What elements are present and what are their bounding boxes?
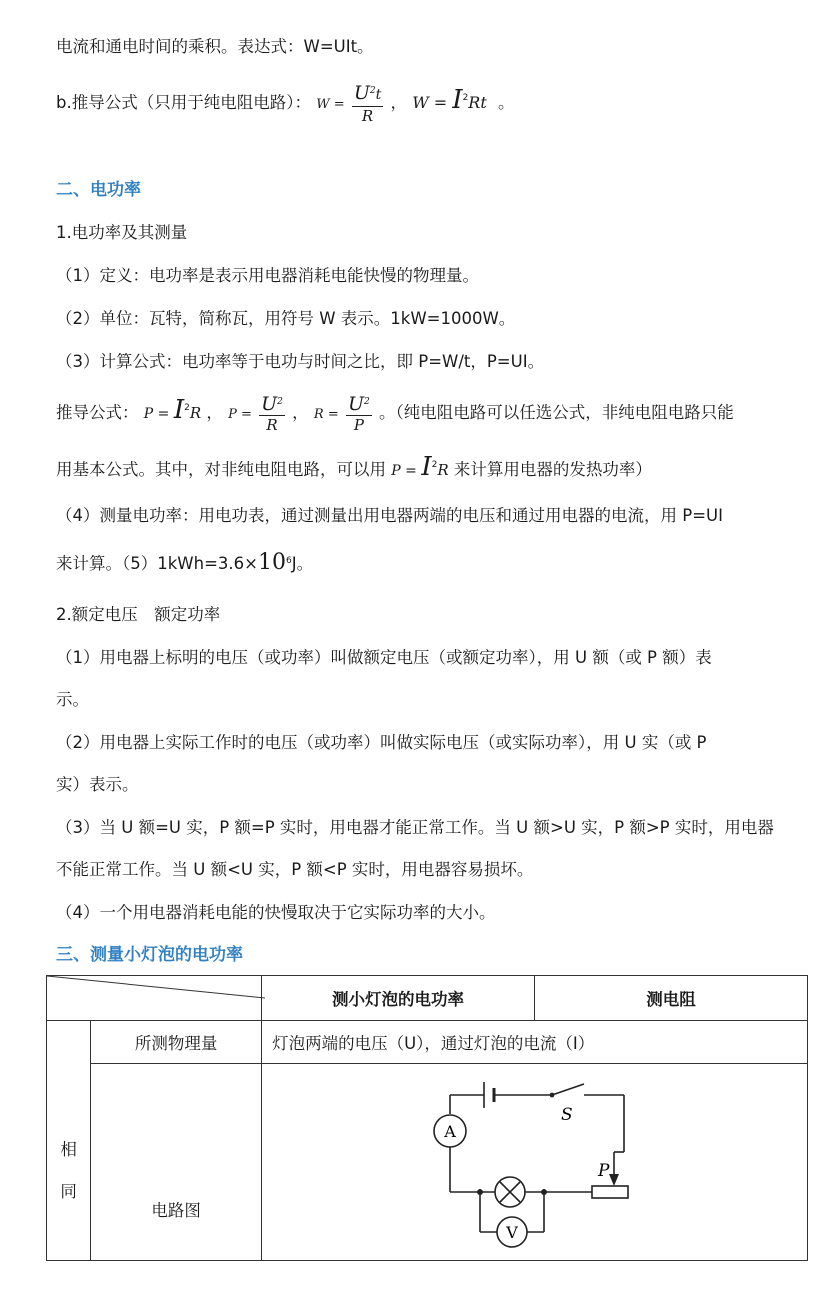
text-line-derived-energy xyxy=(56,80,515,124)
text-line-1: 电流和通电时间的乘积。表达式：W=UIt。 xyxy=(56,37,374,56)
frac-num-tail: t xyxy=(375,87,382,103)
paragraph-kwh xyxy=(56,548,313,579)
circuit-diagram-cell xyxy=(262,1064,808,1261)
frac-den: P xyxy=(353,416,364,434)
header-resistance: 测电阻 xyxy=(535,976,808,1021)
formula-r-u2-over-p xyxy=(346,393,372,434)
formula-r-lhs: R = xyxy=(313,407,339,422)
paragraph-rated-3b: 不能正常工作。当 U 额<U 实，P 额<P 实时，用电器容易损坏。 xyxy=(56,860,534,879)
frac-num-exp: 2 xyxy=(277,397,283,407)
heating-power-prefix: 用基本公式。其中，对非纯电阻电路，可以用 xyxy=(56,460,386,479)
formula-p2-lhs: P = xyxy=(228,407,252,422)
group-label-char-1: 相 xyxy=(60,1139,77,1159)
paragraph-rated-1a: （1）用电器上标明的电压（或功率）叫做额定电压（或额定功率），用 U 额（或 P 额）表 xyxy=(56,648,712,667)
heating-power-suffix: 来计算用电器的发热功率） xyxy=(453,460,652,479)
rheostat-label: P xyxy=(598,1161,610,1181)
paragraph-definition: （1）定义：电功率是表示用电器消耗电能快慢的物理量。 xyxy=(56,266,479,285)
formula-w2-base: I xyxy=(452,85,463,115)
paragraph-formula: （3）计算公式：电功率等于电功与时间之比，即 P=W/t，P=UI。 xyxy=(56,352,545,371)
formula-w-u2t-over-r xyxy=(352,82,383,125)
formula-heat-tail: R xyxy=(437,461,449,479)
voltmeter-label: V xyxy=(506,1223,518,1242)
frac-den: R xyxy=(361,107,374,125)
paragraph-rated-2a: （2）用电器上实际工作时的电压（或功率）叫做实际电压（或实际功率），用 U 实（或 P xyxy=(56,733,707,752)
diagonal-header-cell xyxy=(47,976,262,1021)
formula-p1-lhs: P = xyxy=(143,406,174,422)
table-row xyxy=(47,1064,808,1261)
paragraph-rated-1b: 示。 xyxy=(56,690,89,709)
subheading-power-measurement: 1.电功率及其测量 xyxy=(56,223,188,242)
row-label-quantity: 所测物理量 xyxy=(91,1021,262,1064)
row-label-circuit xyxy=(91,1064,262,1261)
paragraph-rated-4: （4）一个用电器消耗电能的快慢取决于它实际功率的大小。 xyxy=(56,903,496,922)
formula-heat-exp: 2 xyxy=(431,460,438,470)
paragraph-unit: （2）单位：瓦特，简称瓦，用符号 W 表示。1kW=1000W。 xyxy=(56,309,516,328)
kwh-prefix: 来计算。（5）1kWh=3.6× xyxy=(56,554,258,573)
table-header-row xyxy=(47,976,808,1021)
frac-num-base: U xyxy=(353,82,370,104)
diagonal-line xyxy=(47,976,265,1020)
frac-num-exp: 2 xyxy=(364,397,370,407)
row-value-quantity: 灯泡两端的电压（U），通过灯泡的电流（I） xyxy=(262,1021,808,1064)
group-label-char-2: 同 xyxy=(60,1181,77,1201)
separator: ， xyxy=(390,93,407,112)
formula-w2-tail: Rt xyxy=(468,93,487,112)
rheostat-icon xyxy=(592,1186,628,1198)
group-label-same xyxy=(47,1021,91,1261)
derived-power-note: 。（纯电阻电路可以任选公式，非纯电阻电路只能 xyxy=(378,403,734,422)
kwh-suffix: J。 xyxy=(291,554,314,573)
derived-energy-label: b.推导公式（只用于纯电阻电路）： xyxy=(56,93,311,112)
formula-w2-exp: 2 xyxy=(462,93,469,103)
comparison-table xyxy=(46,975,808,1261)
formula-w-lhs: W = xyxy=(316,97,345,112)
ammeter-label: A xyxy=(444,1122,456,1141)
paragraph-rated-3a: （3）当 U 额=U 实，P 额=P 实时，用电器才能正常工作。当 U 额>U 实，P 额>P 实时，用电器 xyxy=(56,818,774,837)
frac-num-base: U xyxy=(347,393,364,415)
paragraph-measure-power: （4）测量电功率：用电功表，通过测量出用电器两端的电压和通过用电器的电流，用 P=UI xyxy=(56,506,723,525)
subheading-rated: 2.额定电压 额定功率 xyxy=(56,605,221,624)
circuit-diagram xyxy=(262,1064,804,1260)
formula-heat-lhs: P = xyxy=(391,463,422,479)
separator: ， xyxy=(292,403,309,422)
formula-p1-tail: R xyxy=(189,404,202,422)
paragraph-rated-2b: 实）表示。 xyxy=(56,775,139,794)
formula-heat-base: I xyxy=(421,452,432,482)
line-end: 。 xyxy=(498,93,515,112)
frac-num-exp: 2 xyxy=(369,86,376,96)
table-row xyxy=(47,1021,808,1064)
switch-label: S xyxy=(561,1105,573,1125)
formula-p-u2-over-r xyxy=(259,393,285,434)
frac-num-base: U xyxy=(261,393,278,415)
text-line-derived-power xyxy=(56,388,734,436)
formula-w2-lhs: W = xyxy=(412,93,453,112)
derived-power-label: 推导公式： xyxy=(56,403,139,422)
separator: ， xyxy=(206,403,223,422)
section-heading-electric-power: 二、电功率 xyxy=(56,180,141,200)
text-line-heating-power xyxy=(56,452,652,486)
section-heading-bulb-power: 三、测量小灯泡的电功率 xyxy=(56,945,243,965)
row-label-circuit-text: 电路图 xyxy=(151,1201,201,1220)
formula-p1-base: I xyxy=(173,395,185,425)
formula-p1-exp: 2 xyxy=(184,403,190,413)
kwh-base: 10 xyxy=(257,550,286,575)
frac-den: R xyxy=(266,416,278,434)
header-bulb-power: 测小灯泡的电功率 xyxy=(262,976,535,1021)
kwh-exp: 6 xyxy=(285,556,292,566)
